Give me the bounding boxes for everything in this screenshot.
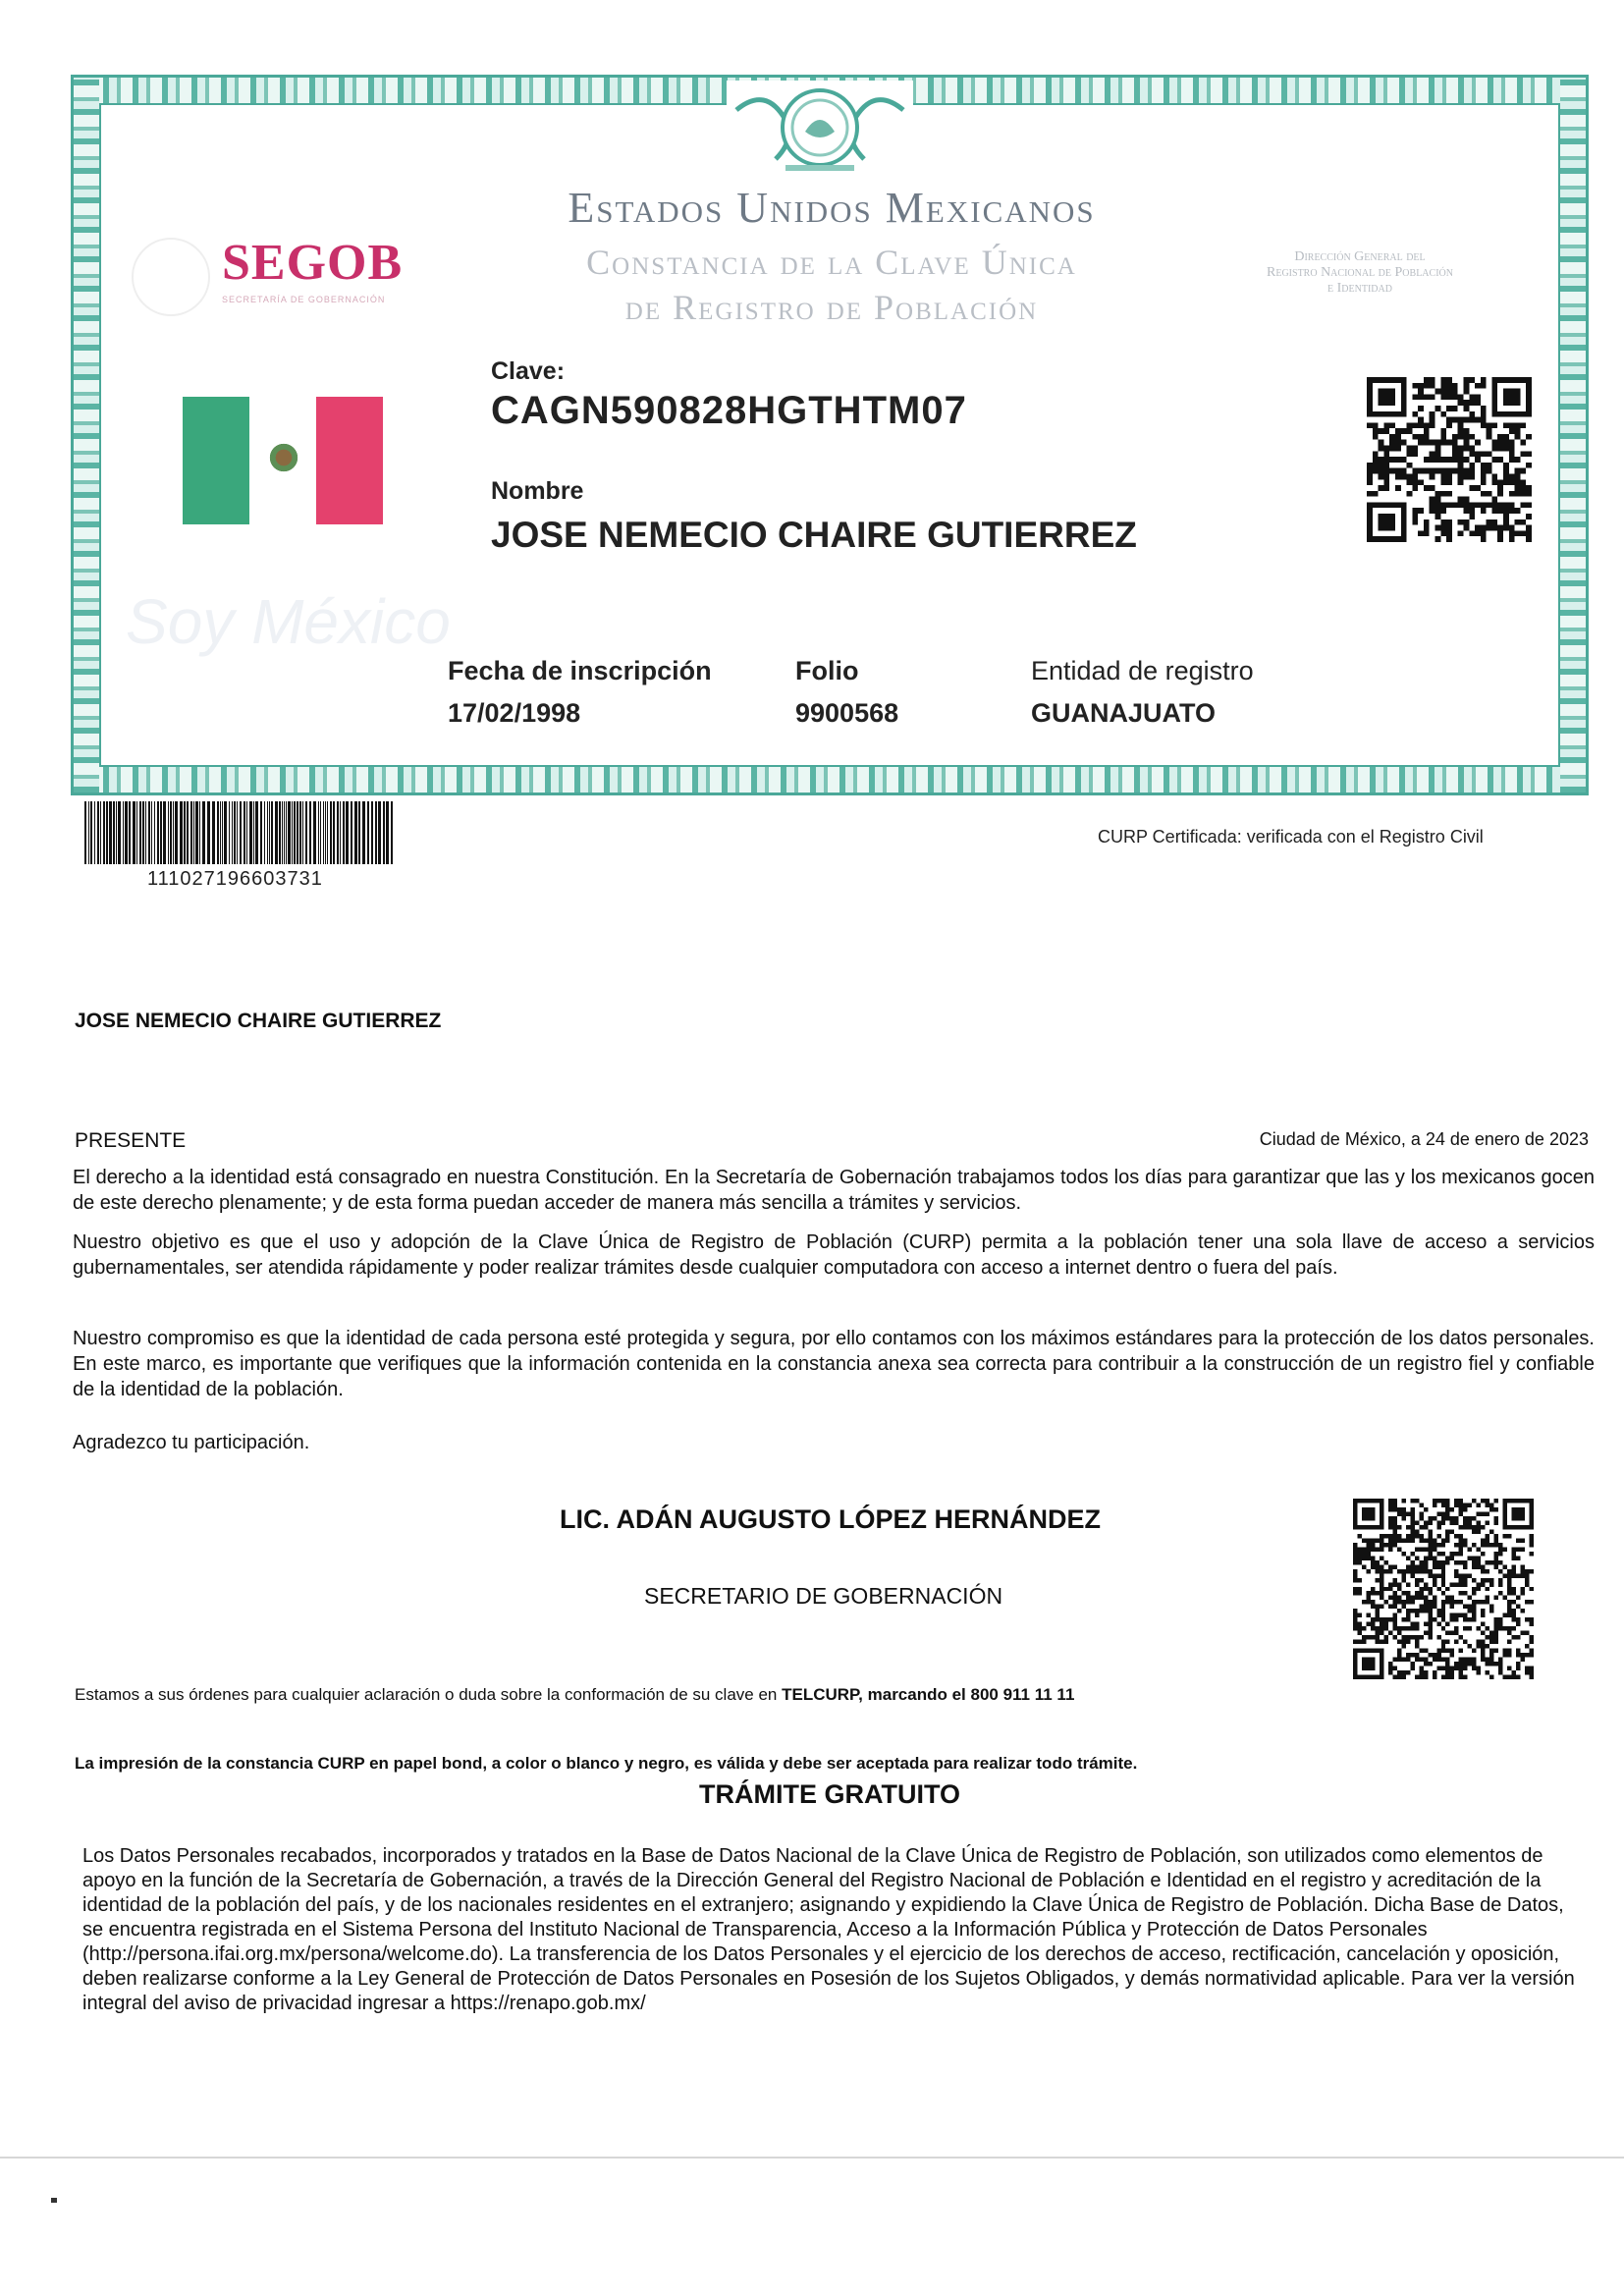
clave-label: Clave:	[491, 357, 566, 385]
mexican-flag	[183, 397, 383, 524]
barcode-icon	[82, 801, 397, 872]
contact-note-text: Estamos a sus órdenes para cualquier aclaración o duda sobre la conformación de su clave en	[75, 1685, 783, 1704]
paragraph-2: Nuestro objetivo es que el uso y adopción de la Clave Única de Registro de Población (CURP) permita a la población tener una sola llave de acceso a servicios gubernamentales, ser atendida rápidamente y poder realizar trámites desde cualquier computadora con acceso a internet dentro o fuera del país.	[73, 1231, 1595, 1279]
presente-label: PRESENTE	[75, 1129, 187, 1152]
qr-code-icon	[1367, 377, 1532, 542]
flag-green-stripe	[183, 397, 249, 524]
flag-red-stripe	[316, 397, 383, 524]
paragraph-3: Nuestro compromiso es que la identidad de cada persona esté protegida y segura, por ello contamos con los máximos estándares para la protección de los datos personales. En este marco, es importante que verifiques que la información contenida en la constancia anexa sea correcta para contribuir a la construcción de un registro fiel y confiable de la identidad de la población.	[73, 1328, 1595, 1400]
folio-label: Folio	[795, 656, 859, 685]
soy-mexico-watermark: Soy México	[126, 586, 451, 657]
country-title: Estados Unidos Mexicanos	[568, 184, 1096, 232]
page-bottom-line	[0, 2157, 1624, 2159]
direccion-general	[1198, 249, 1522, 297]
scan-speck	[51, 2198, 57, 2203]
place-date: Ciudad de México, a 24 de enero de 2023	[1259, 1129, 1589, 1149]
tramite-gratuito: TRÁMITE GRATUITO	[699, 1779, 960, 1809]
entidad-label: Entidad de registro	[1031, 656, 1254, 685]
closing-line: Agradezco tu participación.	[73, 1432, 310, 1453]
flag-emblem-icon	[269, 440, 298, 475]
border-bottom	[74, 767, 1586, 793]
contact-note	[75, 1685, 1074, 1705]
fecha-value: 17/02/1998	[448, 698, 581, 728]
signature-qr-code-icon	[1353, 1499, 1534, 1679]
doc-title-line2: de Registro de Población	[624, 288, 1039, 327]
nombre-label: Nombre	[491, 477, 584, 505]
clave-value: CAGN590828HGTHTM07	[491, 389, 967, 432]
nombre-value: JOSE NEMECIO CHAIRE GUTIERREZ	[491, 515, 1137, 555]
telcurp-number: TELCURP, marcando el 800 911 11 11	[782, 1685, 1075, 1704]
dir-line2: Registro Nacional de Población	[1267, 265, 1453, 280]
fecha-label: Fecha de inscripción	[448, 656, 712, 685]
dir-line3: e Identidad	[1327, 281, 1392, 296]
print-validity-note: La impresión de la constancia CURP en papel bond, a color o blanco y negro, es válida y debe ser aceptada para realizar todo trámite.	[75, 1754, 1138, 1773]
dir-line1: Dirección General del	[1294, 249, 1426, 264]
paragraph-1: El derecho a la identidad está consagrado en nuestra Constitución. En la Secretaría de Gobernación trabajamos todos los días para garantizar que las y los mexicanos gocen de este derecho plenamente; y de esta forma puedan acceder de manera más sencilla a trámites y servicios.	[73, 1167, 1595, 1214]
recipient-name: JOSE NEMECIO CHAIRE GUTIERREZ	[75, 1010, 442, 1032]
signatory-name: LIC. ADÁN AUGUSTO LÓPEZ HERNÁNDEZ	[560, 1504, 1102, 1534]
entidad-value: GUANAJUATO	[1031, 698, 1217, 728]
privacy-notice: Los Datos Personales recabados, incorporados y tratados en la Base de Datos Nacional de la Clave Única de Registro de Población, son utilizados como elementos de apoyo en la función de la Secretaría de Gobernación, a través de la Dirección General del Registro Nacional de Población e Identidad en el registro y acreditación de la identidad de la población del país, y de los nacionales residentes en el extranjero; asignando y expidiendo la Clave Única de Registro de Población. Dicha Base de Datos, se encuentra registrada en el Sistema Persona del Instituto Nacional de Transparencia, Acceso a la Información Pública y Protección de Datos Personales (http://persona.ifai.org.mx/persona/welcome.do). La transferencia de los Datos Personales y el ejercicio de los derechos de acceso, rectificación, cancelación y oposición, deben realizarse conforme a la Ley General de Protección de Datos Personales en Posesión de los Sujetos Obligados, y demás normatividad aplicable. Para ver la versión integral del aviso de privacidad ingresar a https://renapo.gob.mx/	[82, 1845, 1575, 2014]
segob-logo: SEGOB	[222, 235, 404, 291]
signatory-title: SECRETARIO DE GOBERNACIÓN	[644, 1583, 1003, 1609]
barcode-number: 111027196603731	[147, 868, 323, 890]
folio-value: 9900568	[795, 698, 899, 728]
national-emblem-icon	[727, 81, 913, 179]
curp-certificada-note: CURP Certificada: verificada con el Registro Civil	[1098, 827, 1484, 847]
segob-subtitle: SECRETARÍA DE GOBERNACIÓN	[222, 295, 386, 304]
doc-title-line1: Constancia de la Clave Única	[586, 243, 1077, 282]
